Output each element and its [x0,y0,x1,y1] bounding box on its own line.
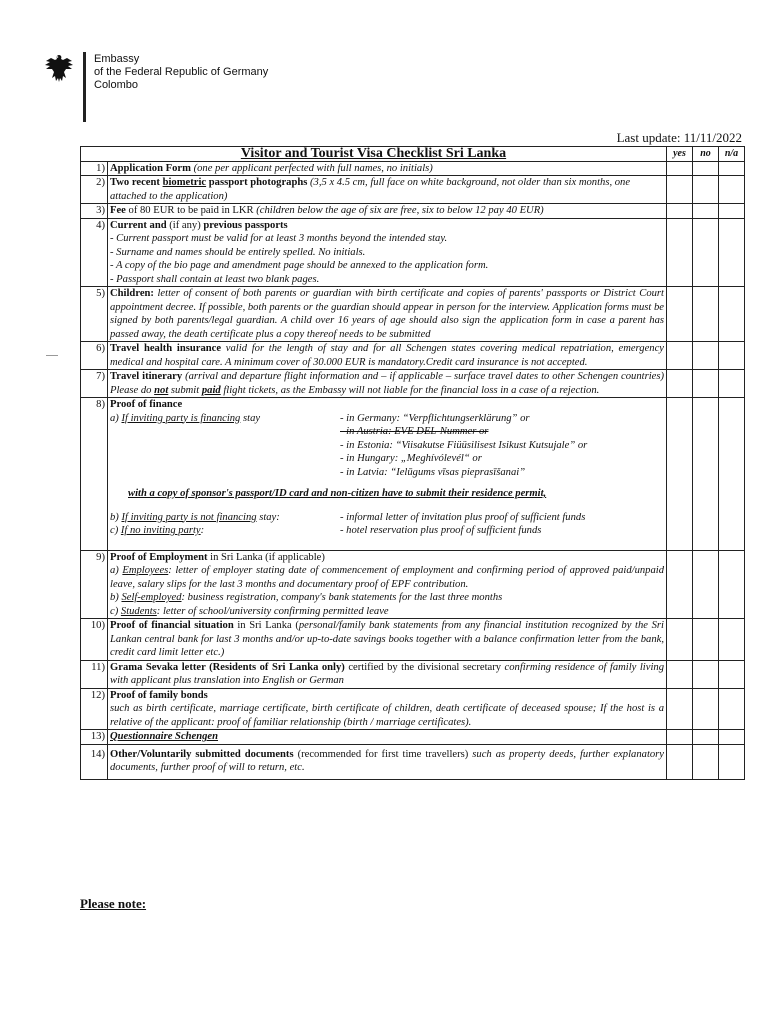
checklist-table [80,146,745,780]
item-text: such as property deeds, further explanatory documents, further proof of will to return, etc. [110,748,665,773]
checkbox-yes[interactable] [667,370,693,398]
checkbox-yes[interactable] [667,550,693,619]
item-content [108,619,667,661]
item-number: 6) [81,342,108,370]
checkbox-yes[interactable] [667,218,693,287]
item-title: Two recent [110,177,163,188]
option-label: If inviting party is not financing [121,511,257,523]
checkbox-na[interactable] [719,370,745,398]
checkbox-no[interactable] [693,688,719,730]
item-number: 1) [81,161,108,176]
embassy-name [94,53,268,92]
option-text: : letter of employer stating date of commencement of employment and confirming period of approved paid/unpaid leave, salary slips for the last 3 months and documentary proof of EPF contribution. [110,565,664,590]
table-row [81,688,745,730]
option-prefix: c) [110,605,121,617]
checkbox-no[interactable] [693,730,719,745]
federal-eagle-icon [42,52,76,86]
item-number: 9) [81,550,108,619]
checkbox-yes[interactable] [667,398,693,551]
item-title: Questionnaire Schengen [110,731,219,742]
item-number: 12) [81,688,108,730]
checkbox-yes[interactable] [667,204,693,219]
checkbox-no[interactable] [693,398,719,551]
checkbox-na[interactable] [719,744,745,779]
checkbox-yes[interactable] [667,688,693,730]
item-content [108,744,667,779]
item-title: Current and [110,219,167,231]
option-label: Students [120,605,157,617]
table-row [81,287,745,342]
checkbox-no[interactable] [693,744,719,779]
list-item: - in Estonia: “Viisakutse Fiüüsilisest Isikust Kutsujale” or [340,439,588,451]
table-row [81,342,745,370]
checkbox-na[interactable] [719,550,745,619]
table-row [81,176,745,204]
item-text: of 80 EUR to be paid in LKR [125,205,257,216]
item-number: 3) [81,204,108,219]
col-na: n/a [719,147,745,162]
col-no: no [693,147,719,162]
checkbox-no[interactable] [693,370,719,398]
option-text: : business registration, company's bank statements for the last three months [181,592,503,603]
table-row [81,550,745,619]
checklist-title: Visitor and Tourist Visa Checklist Sri Lanka [81,147,667,162]
list-item: - in Germany: “Verpflichtungserklärung” or [340,412,530,424]
item-content [108,398,667,551]
item-title: Proof of family bonds [110,689,208,701]
embassy-line: of the Federal Republic of Germany [94,66,269,78]
option-value: - informal letter of invitation plus proof of sufficient funds [340,511,586,523]
checkbox-no[interactable] [693,287,719,342]
checkbox-na[interactable] [719,218,745,287]
item-text: (children below the age of six are free, six to below 12 pay 40 EUR) [256,205,544,216]
item-text: (3,5 x 4.5 cm, full face on white background, not older than six months, one attached to the application) [110,177,631,202]
item-number: 11) [81,660,108,688]
item-content [108,204,667,219]
please-note-heading: Please note: [80,896,147,911]
list-item: - in Latvia: “Ielūgums vīsas pieprasīšanai” [340,466,526,478]
list-item: - A copy of the bio page and amendment page should be annexed to the application form. [110,260,489,271]
item-text: letter of consent of both parents or guardian with birth certificate and copies of parents' passports or District Court appointment decree. If possible, both parents or the guardian should appear in person for the interview. Application forms must be signed by both parents/legal guardian. A child over 16 years of age should also sign the application form in case a parent has passed away, the death certificate plus a copy thereof needs to be submitted [110,288,664,340]
item-title: Proof of Employment [110,551,208,563]
list-item: - Current passport must be valid for at least 3 months beyond the intended stay. [110,233,448,244]
item-content [108,342,667,370]
option-label: If no inviting party [120,525,201,536]
table-header-row [81,147,745,162]
finance-option-c [110,524,664,538]
item-title: biometric [162,177,207,188]
checkbox-no[interactable] [693,550,719,619]
sponsor-note: with a copy of sponsor's passport/ID card and non-citizen have to submit their residence permit, [128,488,547,499]
item-number: 4) [81,218,108,287]
option-suffix: stay: [256,511,280,523]
list-item: - in Hungary: „Meghívólevél“ or [340,453,482,464]
item-number: 14) [81,744,108,779]
item-title: Proof of financial situation [110,620,234,631]
item-content [108,218,667,287]
checkbox-yes[interactable] [667,161,693,176]
margin-mark [46,355,58,356]
option-prefix: b) [110,592,122,603]
emphasis-paid: paid [201,384,221,396]
checkbox-no[interactable] [693,342,719,370]
checkbox-na[interactable] [719,619,745,661]
list-item: - Surname and names should be entirely spelled. No initials. [110,246,366,258]
checkbox-no[interactable] [693,161,719,176]
checkbox-no[interactable] [693,660,719,688]
item-text: (arrival and departure flight information and – if applicable – surface travel dates to other Schengen countries) Please do [110,371,664,396]
option-prefix: a) [110,565,123,576]
option-text: : letter of school/university confirming permitted leave [156,605,389,617]
item-title: passport photographs [206,177,308,188]
list-item: - in Austria: EVE DEL-Nummer or [340,426,489,437]
item-text: flight tickets, as the Embassy will not liable for the financial loss in a case of a rejection. [220,384,600,396]
option-value: - hotel reservation plus proof of sufficient funds [340,525,542,536]
list-item: - Passport shall contain at least two blank pages. [110,273,320,285]
checkbox-na[interactable] [719,287,745,342]
table-row [81,218,745,287]
finance-option-label [110,412,340,480]
checkbox-na[interactable] [719,161,745,176]
checkbox-no[interactable] [693,176,719,204]
item-title: Other/Voluntarily submitted documents [110,748,294,760]
item-text: valid for the length of stay and for all Schengen states covering medical repatriation, emergency medical and hospital care. A minimum cover of 30.000 EUR is mandatory.Credit card insurance is not accepted. [110,343,664,368]
item-content [108,370,667,398]
checkbox-na[interactable] [719,204,745,219]
item-title: previous passports [203,219,288,231]
finance-country-list [340,412,587,480]
item-number: 8) [81,398,108,551]
col-yes: yes [667,147,693,162]
finance-option-label [110,511,340,525]
checkbox-yes[interactable] [667,287,693,342]
checkbox-na[interactable] [719,398,745,551]
item-content [108,550,667,619]
item-title: Fee [110,205,126,216]
item-text: in Sri Lanka (if applicable) [207,551,325,563]
item-content [108,161,667,176]
item-text: such as birth certificate, marriage certificate, birth certificate of children, death certificate of deceased spouse; If the host is a relative of the applicant: proof of familiar relationship (birth / marriage certificates). [110,703,664,728]
checkbox-yes[interactable] [667,176,693,204]
header-divider [83,52,86,122]
item-content [108,730,667,745]
option-suffix: stay [240,412,261,424]
option-label: Self-employed [121,592,182,603]
item-number: 5) [81,287,108,342]
item-text: certified by the divisional secretary [344,661,505,673]
item-text: (if any) [166,219,204,231]
checkbox-yes[interactable] [667,744,693,779]
finance-option-b [110,511,664,525]
item-text: confirming residence of family living with applicant plus translation into English or German [110,661,664,686]
table-row [81,730,745,745]
employment-option-a [110,564,664,591]
table-row [81,619,745,661]
item-text: in Sri Lanka ( [233,620,299,631]
option-prefix: b) [110,511,122,523]
table-row [81,204,745,219]
table-row [81,398,745,551]
item-number: 10) [81,619,108,661]
item-text: submit [168,384,202,396]
item-content [108,660,667,688]
checkbox-na[interactable] [719,730,745,745]
item-number: 13) [81,730,108,745]
checkbox-no[interactable] [693,204,719,219]
item-content [108,176,667,204]
item-content [108,688,667,730]
emphasis-not: not [154,384,169,396]
checkbox-na[interactable] [719,688,745,730]
item-content [108,287,667,342]
item-text: (one per applicant perfected with full names, no initials) [190,162,433,174]
option-suffix: : [200,525,205,536]
table-row [81,370,745,398]
item-number: 7) [81,370,108,398]
embassy-line: Embassy [94,53,140,65]
checkbox-na[interactable] [719,176,745,204]
last-update: Last update: 11/11/2022 [616,130,742,145]
checkbox-yes[interactable] [667,660,693,688]
finance-option-label [110,524,340,538]
item-title: Travel health insurance [110,343,222,354]
checkbox-yes[interactable] [667,342,693,370]
option-label: If inviting party is financing [121,412,241,424]
embassy-city: Colombo [94,79,139,91]
option-prefix: c) [110,525,121,536]
item-title: Travel itinerary [110,371,183,382]
option-prefix: a) [110,412,122,424]
table-row [81,744,745,779]
item-number: 2) [81,176,108,204]
item-title: Application Form [110,162,191,174]
table-row [81,161,745,176]
checkbox-yes[interactable] [667,730,693,745]
item-text: (recommended for first time travellers) [293,748,473,760]
table-row [81,660,745,688]
option-label: Employees [122,565,169,576]
checkbox-no[interactable] [693,218,719,287]
item-title: Children: [110,288,154,299]
checkbox-na[interactable] [719,660,745,688]
item-title: Grama Sevaka letter (Residents of Sri Lanka only) [110,661,345,673]
checkbox-na[interactable] [719,342,745,370]
checkbox-yes[interactable] [667,619,693,661]
finance-option-a [110,412,664,480]
item-text: personal/family bank statements from any financial institution recognized by the Sri Lankan central bank for last 3 months and/or up-to-date savings books together with a balance confirmation letter from the bank, credit card limit letter etc.) [110,620,664,658]
item-title: Proof of finance [110,399,183,410]
checkbox-no[interactable] [693,619,719,661]
employment-option-c [110,605,664,619]
employment-option-b [110,591,664,605]
